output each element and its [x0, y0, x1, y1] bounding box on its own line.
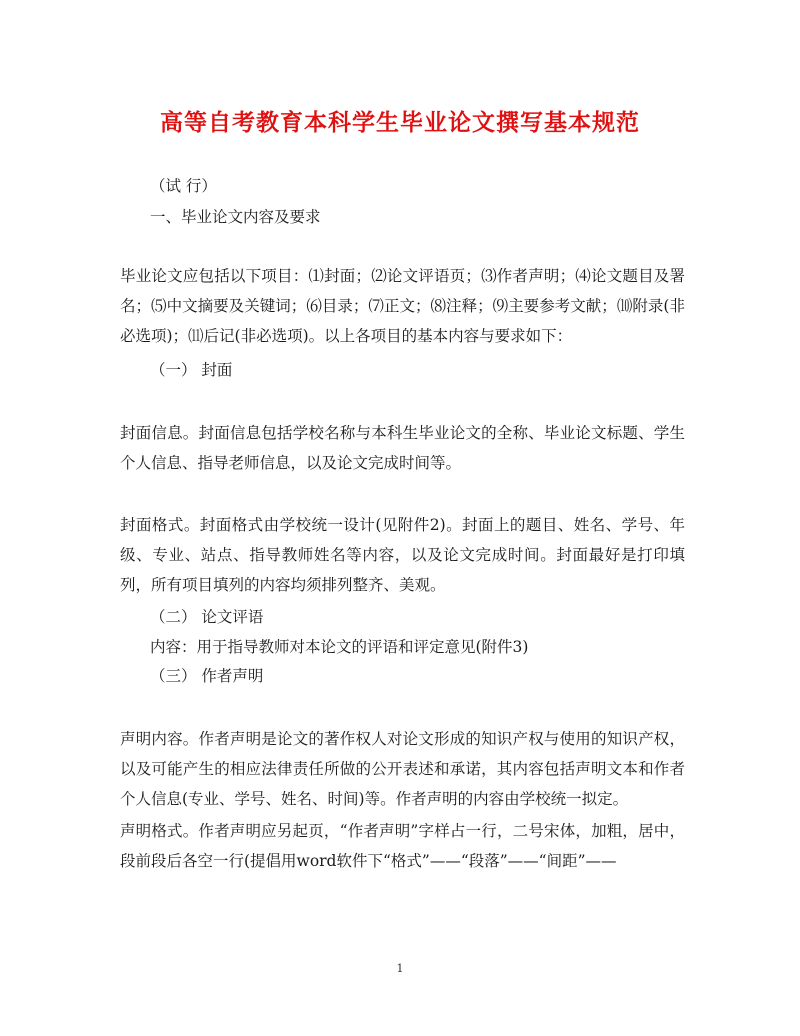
paragraph-cover-format: 封面格式。封面格式由学校统一设计(见附件2)。封面上的题目、姓名、学号、年级、专业、站点、指导教师姓名等内容，以及论文完成时间。封面最好是打印填列，所有项目填列的内容均须排列整齐、美观。 [120, 516, 685, 594]
comments-content-line: 内容：用于指导教师对本论文的评语和评定意见(附件3) [150, 638, 529, 656]
trial-note: （试 行） [150, 177, 217, 195]
subsection-heading-comments: （二） 论文评语 [150, 608, 264, 626]
paragraph-thesis-items: 毕业论文应包括以下项目：⑴封面；⑵论文评语页；⑶作者声明；⑷论文题目及署名；⑸中文摘要及关键词；⑹目录；⑺正文；⑻注释；⑼主要参考文献；⑽附录(非必选项)；⑾后记(非必选项)。以上各项目的基本内容与要求如下： [120, 267, 685, 345]
section-heading-content-requirements: 一、毕业论文内容及要求 [150, 208, 321, 226]
paragraph-statement-format: 声明格式。作者声明应另起页，“作者声明”字样占一行，二号宋体，加粗，居中，段前段后各空一行(提倡用word软件下“格式”——“段落”——“间距”—— [120, 822, 685, 870]
paragraph-cover-info: 封面信息。封面信息包括学校名称与本科生毕业论文的全称、毕业论文标题、学生个人信息、指导老师信息，以及论文完成时间等。 [120, 424, 685, 472]
paragraph-statement-content: 声明内容。作者声明是论文的著作权人对论文形成的知识产权与使用的知识产权，以及可能产生的相应法律责任所做的公开表述和承诺，其内容包括声明文本和作者个人信息(专业、学号、姓名、时间)等。作者声明的内容由学校统一拟定。 [120, 730, 685, 808]
subsection-heading-author-statement: （三） 作者声明 [150, 667, 264, 685]
subsection-heading-cover: （一） 封面 [150, 361, 233, 379]
document-title: 高等自考教育本科学生毕业论文撰写基本规范 [160, 109, 640, 136]
page-number: 1 [396, 962, 404, 975]
